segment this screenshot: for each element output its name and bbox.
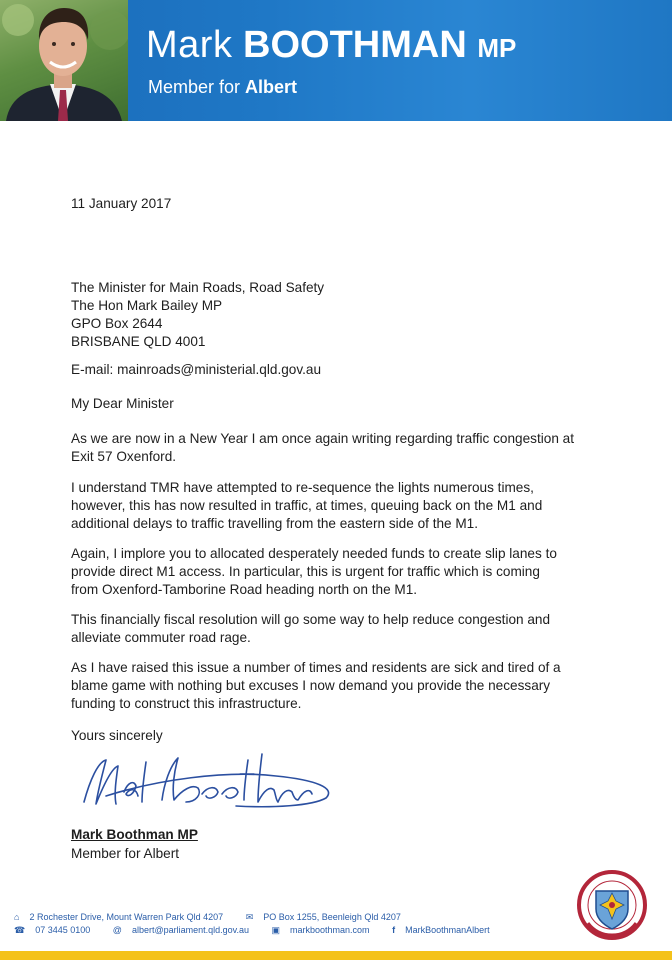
paragraph-line: As we are now in a New Year I am once again writing regarding traffic congestion at xyxy=(71,431,575,446)
recipient-email: E-mail: mainroads@ministerial.qld.gov.au xyxy=(71,362,322,377)
phone-icon: ☎ xyxy=(14,925,26,935)
envelope-icon: ✉ xyxy=(245,912,254,922)
facebook-icon: f xyxy=(392,925,396,935)
footer-address-item xyxy=(14,912,233,922)
signatory-name: Mark Boothman MP xyxy=(71,827,198,842)
letterhead-banner xyxy=(0,0,672,121)
po-box: PO Box 1255, Beenleigh Qld 4207 xyxy=(263,912,401,922)
website: markboothman.com xyxy=(290,925,370,935)
footer-line-2 xyxy=(14,925,510,936)
last-name: BOOTHMAN xyxy=(243,24,467,66)
member-name-title xyxy=(146,24,516,67)
paragraph-line: however, this has now resulted in traffic, at times, queuing back on the M1 and xyxy=(71,498,543,513)
member-for-label: Member for xyxy=(148,77,241,97)
recipient-line: GPO Box 2644 xyxy=(71,316,163,331)
handwritten-signature xyxy=(76,740,356,820)
paragraph-line: from Oxenford-Tamborine Road heading north on the M1. xyxy=(71,582,418,597)
footer-phone-item xyxy=(14,925,100,935)
electorate-name: Albert xyxy=(245,77,298,97)
member-photo xyxy=(0,0,128,121)
paragraph-line: funding to construct this infrastructure. xyxy=(71,696,302,711)
recipient-line: The Minister for Main Roads, Road Safety xyxy=(71,280,325,295)
body-paragraph xyxy=(71,659,561,713)
footer-facebook-item xyxy=(392,925,500,935)
mp-suffix: MP xyxy=(477,33,517,63)
footer-web-item xyxy=(272,925,380,935)
queensland-parliament-crest xyxy=(576,869,648,941)
paragraph-line: I understand TMR have attempted to re-sequence the lights numerous times, xyxy=(71,480,534,495)
body-paragraph xyxy=(71,430,574,466)
closing: Yours sincerely xyxy=(71,728,163,743)
recipient-line: BRISBANE QLD 4001 xyxy=(71,334,206,349)
paragraph-line: alleviate commuter road rage. xyxy=(71,630,251,645)
office-address: 2 Rochester Drive, Mount Warren Park Qld 4207 xyxy=(29,912,224,922)
body-paragraph xyxy=(71,479,542,533)
footer-email-item xyxy=(113,925,259,935)
house-icon: ⌂ xyxy=(14,912,20,922)
first-name: Mark xyxy=(146,24,233,66)
signatory-role: Member for Albert xyxy=(71,846,180,861)
member-for-line xyxy=(148,77,297,98)
body-paragraph xyxy=(71,545,557,599)
facebook-page: MarkBoothmanAlbert xyxy=(405,925,490,935)
at-icon: @ xyxy=(112,925,122,935)
body-paragraph xyxy=(71,611,550,647)
phone-number: 07 3445 0100 xyxy=(35,925,91,935)
letter-date: 11 January 2017 xyxy=(71,196,172,211)
footer-stripe xyxy=(0,951,672,960)
paragraph-line: Exit 57 Oxenford. xyxy=(71,449,177,464)
monitor-icon: ▣ xyxy=(271,925,281,935)
footer-line-1 xyxy=(14,912,421,923)
paragraph-line: As I have raised this issue a number of times and residents are sick and tired of a xyxy=(71,660,561,675)
paragraph-line: This financially fiscal resolution will go some way to help reduce congestion and xyxy=(71,612,551,627)
paragraph-line: additional delays to traffic travelling from the eastern side of the M1. xyxy=(71,516,479,531)
salutation: My Dear Minister xyxy=(71,396,174,411)
paragraph-line: provide direct M1 access. In particular, this is urgent for traffic which is coming xyxy=(71,564,540,579)
footer-po-item xyxy=(246,912,411,922)
paragraph-line: blame game with nothing but excuses I now demand you provide the necessary xyxy=(71,678,551,693)
paragraph-line: Again, I implore you to allocated desperately needed funds to create slip lanes to xyxy=(71,546,557,561)
recipient-address xyxy=(71,279,324,351)
recipient-line: The Hon Mark Bailey MP xyxy=(71,298,223,313)
office-email: albert@parliament.qld.gov.au xyxy=(131,925,249,935)
